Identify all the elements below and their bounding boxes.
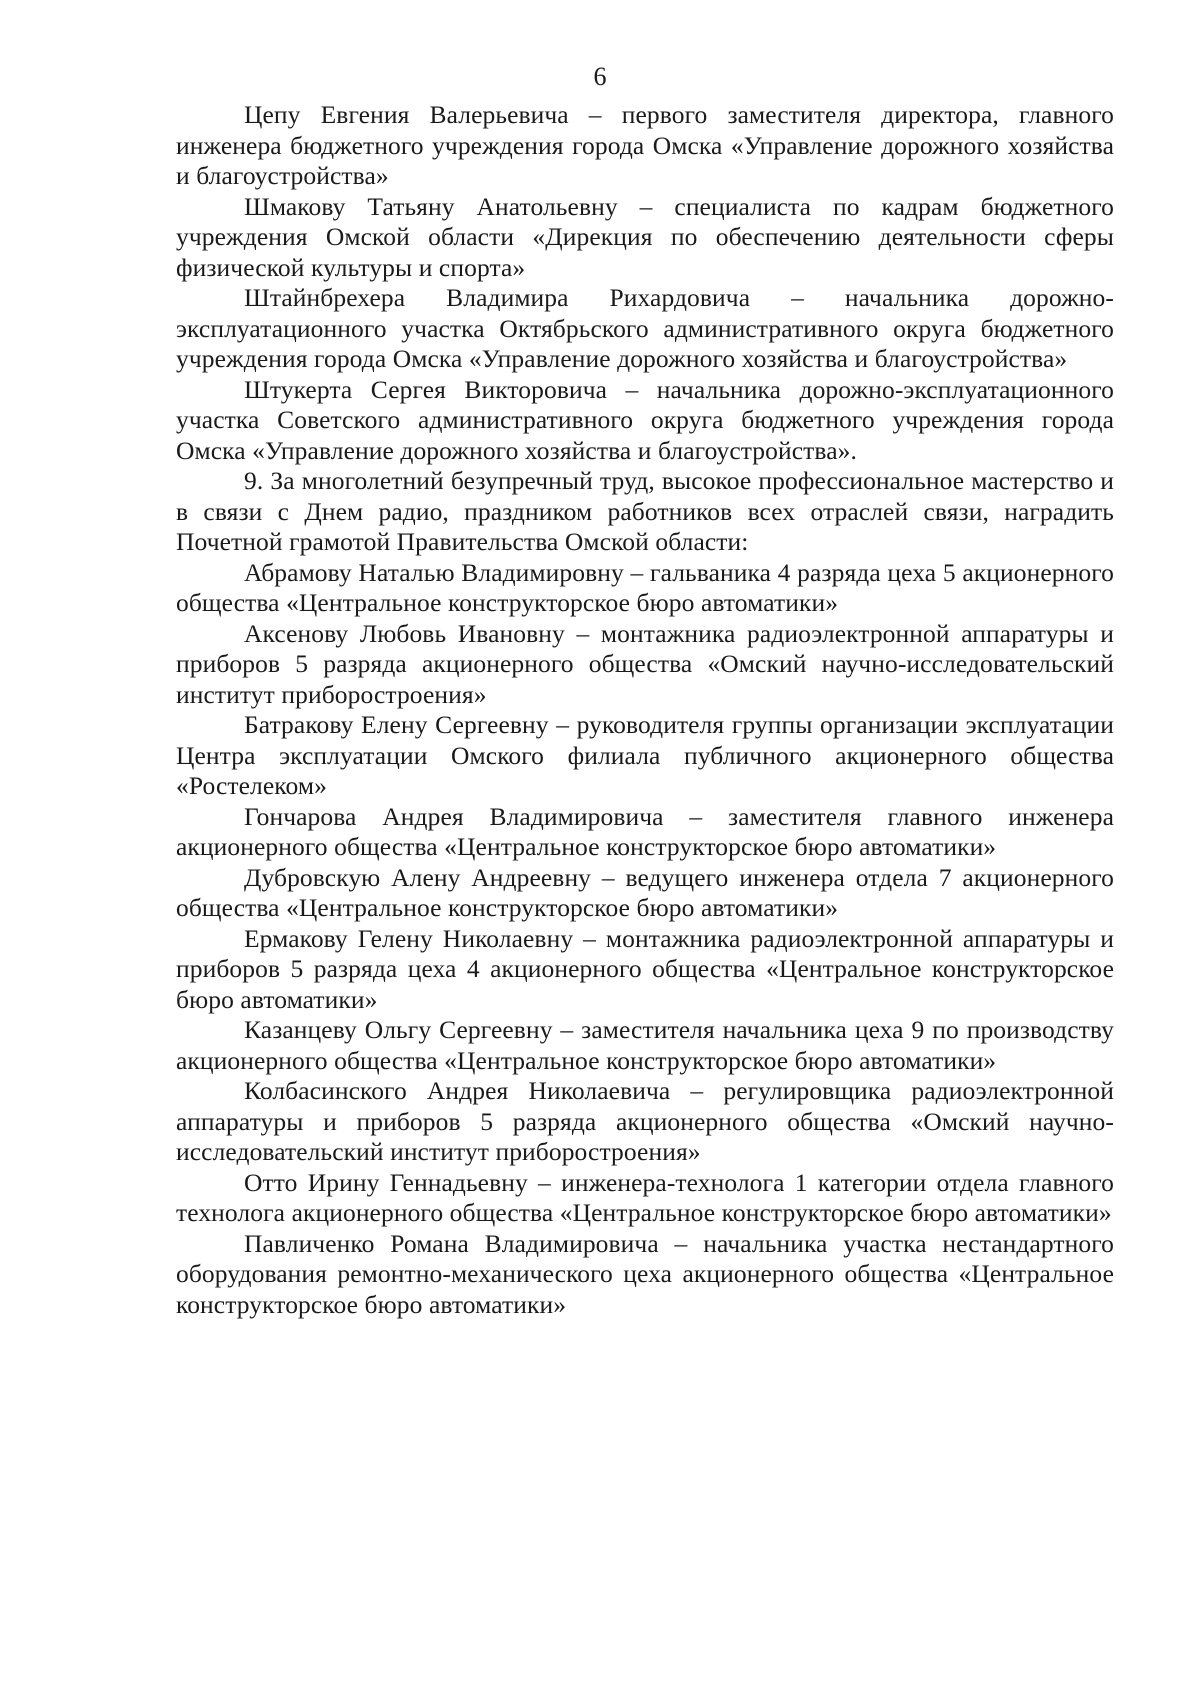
paragraph-batrakova: Батракову Елену Сергеевну – руководителя группы организации эксплуатации Центра эксплуатации Омского филиала публичного акционерного общества «Ростелеком»: [176, 710, 1114, 800]
paragraph-item-9: 9. За многолетний безупречный труд, высокое профессиональное мастерство и в связи с Днем радио, праздником работников всех отраслей связи, наградить Почетной грамотой Правительства Омской области:: [176, 466, 1114, 556]
paragraph-abramova: Абрамову Наталью Владимировну – гальваника 4 разряда цеха 5 акционерного общества «Центральное конструкторское бюро автоматики»: [176, 557, 1114, 617]
paragraph-aksenova: Аксенову Любовь Ивановну – монтажника радиоэлектронной аппаратуры и приборов 5 разряда акционерного общества «Омский научно-исследовательский институт приборостроения»: [176, 618, 1114, 709]
paragraph-ermakova: Ермакову Гелену Николаевну – монтажника радиоэлектронной аппаратуры и приборов 5 разряда цеха 4 акционерного общества «Центральное конструкторское бюро автоматики»: [176, 923, 1114, 1014]
paragraph-dubrovskaya: Дубровскую Алену Андреевну – ведущего инженера отдела 7 акционерного общества «Центральное конструкторское бюро автоматики»: [176, 862, 1114, 922]
paragraph-kazantseva: Казанцеву Ольгу Сергеевну – заместителя начальника цеха 9 по производству акционерного общества «Центральное конструкторское бюро автоматики»: [176, 1015, 1114, 1075]
paragraph-shtukert: Штукерта Сергея Викторовича – начальника дорожно-эксплуатационного участка Советского административного округа бюджетного учреждения города Омска «Управление дорожного хозяйства и благоустройства».: [176, 374, 1114, 465]
paragraph-kolbasinsky: Колбасинского Андрея Николаевича – регулировщика радиоэлектронной аппаратуры и приборов 5 разряда акционерного общества «Омский научно-исследовательский институт приборостроения»: [176, 1076, 1114, 1166]
paragraph-shmakova: Шмакову Татьяну Анатольевну – специалиста по кадрам бюджетного учреждения Омской области «Дирекция по обеспечению деятельности сферы физической культуры и спорта»: [176, 191, 1114, 282]
paragraph-shtainbrekher: Штайнбрехера Владимира Рихардовича – начальника дорожно-эксплуатационного участка Октябрьского административного округа бюджетного учреждения города Омска «Управление дорожного хозяйства и благоустройства»: [176, 283, 1114, 373]
document-body: [176, 100, 1114, 1320]
paragraph-goncharov: Гончарова Андрея Владимировича – заместителя главного инженера акционерного общества «Центральное конструкторское бюро автоматики»: [176, 801, 1114, 861]
paragraph-pavlichenko: Павличенко Романа Владимировича – начальника участка нестандартного оборудования ремонтно-механического цеха акционерного общества «Центральное конструкторское бюро автоматики»: [176, 1228, 1114, 1319]
paragraph-tsepu: Цепу Евгения Валерьевича – первого заместителя директора, главного инженера бюджетного учреждения города Омска «Управление дорожного хозяйства и благоустройства»: [176, 100, 1114, 190]
paragraph-otto: Отто Ирину Геннадьевну – инженера-технолога 1 категории отдела главного технолога акционерного общества «Центральное конструкторское бюро автоматики»: [176, 1167, 1114, 1227]
page-number: 6: [593, 62, 607, 91]
